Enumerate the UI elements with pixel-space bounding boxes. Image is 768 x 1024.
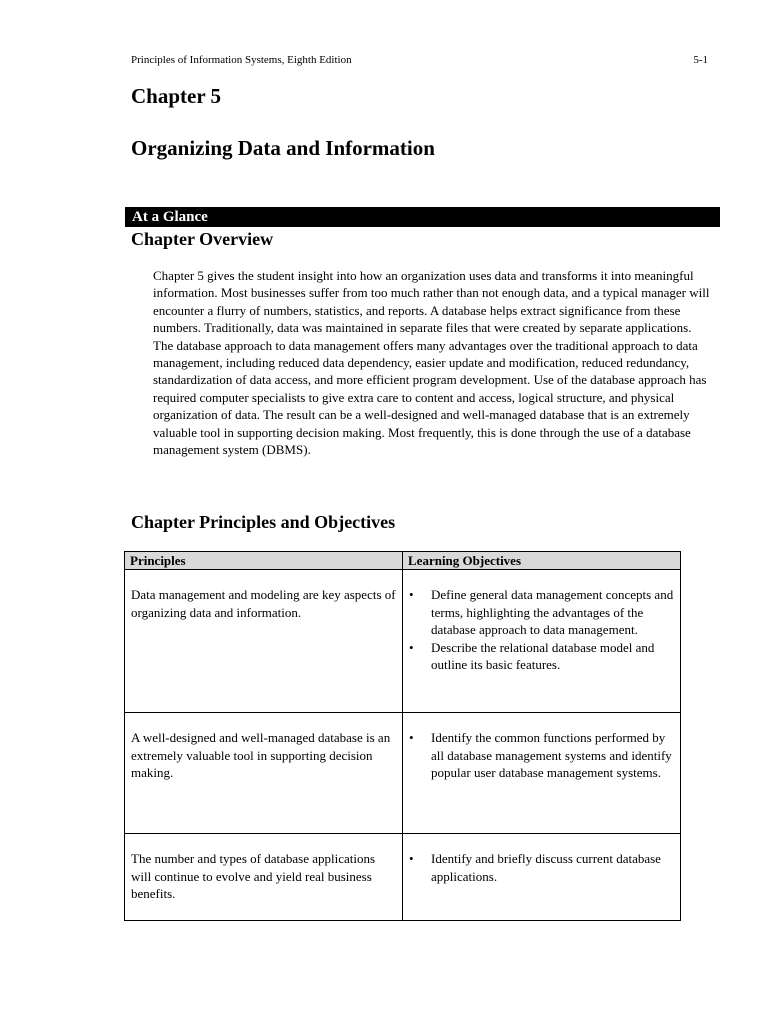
objective-text: Define general data management concepts and terms, highlighting the advantages of the database approach to data management. — [431, 587, 674, 638]
chapter-overview-body: Chapter 5 gives the student insight into how an organization uses data and transforms it into meaningful information. Most businesses suffer from too much rather than not enough data, and a typical manager will encounter a flurry of numbers, statistics, and reports. A database helps extract significance from these numbers. Traditionally, data was maintained in separate files that were created by separate applications. The database approach to data management offers many advantages over the traditional approach to data management, including reduced data dependency, easier update and modification, reduced redundancy, standardization of data access, and more efficient program development. Use of the database approach has required computer specialists to give extra care to content and access, logical structure, and physical organization of data. The result can be a well-designed and well-managed database that is an extremely valuable tool in supporting decision making. Most frequently, this is done through the use of a database management system (DBMS). — [153, 268, 710, 458]
list-item — [409, 639, 674, 674]
principles-column-header: Principles — [125, 552, 403, 570]
principle-cell: Data management and modeling are key aspects of organizing data and information. — [125, 570, 403, 713]
running-header — [131, 54, 708, 66]
bullet-icon: • — [409, 587, 414, 603]
principle-cell: A well-designed and well-managed database is an extremely valuable tool in supporting decision making. — [125, 713, 403, 834]
table-row — [125, 834, 681, 921]
chapter-overview-heading: Chapter Overview — [131, 229, 274, 249]
objectives-cell — [403, 570, 681, 713]
list-item — [409, 729, 674, 781]
principle-cell: The number and types of database applications will continue to evolve and yield real business benefits. — [125, 834, 403, 921]
list-item — [409, 586, 674, 638]
table-row — [125, 570, 681, 713]
objective-text: Identify the common functions performed by all database management systems and identify popular user database management systems. — [431, 730, 672, 781]
table-row — [125, 713, 681, 834]
bullet-icon: • — [409, 730, 414, 746]
objectives-cell — [403, 713, 681, 834]
objectives-list — [409, 850, 674, 885]
chapter-number: Chapter 5 — [131, 84, 222, 108]
objective-text: Describe the relational database model and outline its basic features. — [431, 639, 655, 673]
bullet-icon: • — [409, 851, 414, 867]
bullet-icon: • — [409, 639, 414, 655]
objectives-cell — [403, 834, 681, 921]
principles-objectives-table — [124, 551, 681, 921]
objectives-column-header: Learning Objectives — [403, 552, 681, 570]
list-item — [409, 850, 674, 885]
objective-text: Identify and briefly discuss current database applications. — [431, 851, 661, 884]
objectives-list — [409, 586, 674, 673]
principles-objectives-heading: Chapter Principles and Objectives — [131, 512, 396, 532]
book-title: Principles of Information Systems, Eighth Edition — [131, 54, 352, 66]
objectives-list — [409, 729, 674, 781]
chapter-title: Organizing Data and Information — [131, 136, 435, 160]
table-header-row — [125, 552, 681, 570]
page-number: 5-1 — [693, 54, 708, 66]
at-a-glance-bar: At a Glance — [125, 207, 720, 227]
